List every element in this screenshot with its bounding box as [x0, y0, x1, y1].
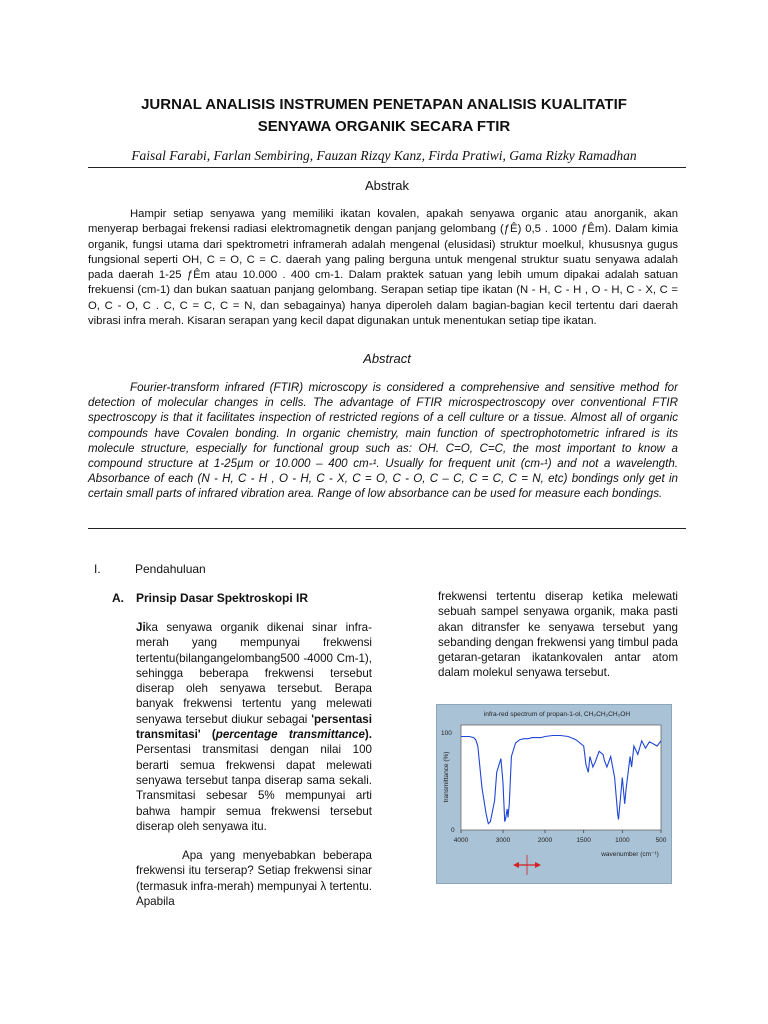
left-paragraph-2: Apa yang menyebabkan beberapa frekwensi itu terserap? Setiap frekwensi sinar (termasuk infra-merah) mempunyai λ tertentu. Apabila [136, 849, 372, 909]
left-paragraph-1-text: ka senyawa organik dikenai sinar infra-merah yang mempunyai frekwensi tertentu(bilangangelombang500 -4000 Cm-1), sehingga beberapa frekwensi tersebut diserap oleh senyawa tersebut. Berapa banyak frekwensi tertentu yang melewati senyawa tersebut diukur sebagai [136, 621, 372, 726]
x-tick-label: 1000 [615, 837, 630, 844]
author-list: Faisal Farabi, Farlan Sembiring, Fauzan Rizqy Kanz, Firda Pratiwi, Gama Rizky Ramadhan [131, 148, 637, 163]
section-number: I. [94, 562, 101, 576]
left-paragraph-1-end: Persentasi transmitasi dengan nilai 100 berarti semua frekwensi dapat melewati senyawa tersebut tanpa diserap sama sekali. Transmitasi sebesar 5% mempunyai arti bahwa hampir semua frekwensi tersebut diserap oleh senyawa itu. [136, 743, 372, 833]
abstract-text: Fourier-transform infrared (FTIR) microscopy is considered a comprehensive and sensitive method for detection of molecular changes in cells. The advantage of FTIR microspectroscopy over conventional FTIR spectroscopy is that it facilitates inspection of restricted regions of a cell culture or a tissue. Almost all of organic compounds have Covalen bonding. In organic chemistry, main function of spectrophotometric infrared is its molecule structure, especially for functional group such as: OH. C=O, C=C, the most important to know a compound structure at 1-25µm or 10.000 – 400 cm-¹. Usually for frequent unit (cm-¹) and not a wavelength. Absorbance of each (N - H, C - H , O - H, C - X, C = O, C - O, C – C, C = C, C = N, etc) bondings only get in certain small parts of infrared vibration area. Range of low absorbance can be used for measure each bondings. [88, 381, 678, 501]
x-tick-label: 2000 [537, 837, 553, 844]
top-rule [88, 167, 686, 168]
y-tick-0: 0 [451, 827, 455, 834]
abstract-heading: Abstract [363, 351, 411, 366]
x-tick-label: 3000 [495, 837, 511, 844]
red-double-arrow [513, 855, 541, 875]
right-paragraph-1: frekwensi tertentu diserap ketika melewati sebuah sampel senyawa organik, maka pasti akan ditransfer ke senyawa tersebut yang sebanding dengan frekwensi yang timbul pada getaran-getaran ikatankovalen antar atom dalam molekul senyawa tersebut. [438, 590, 678, 680]
right-column [438, 589, 678, 681]
bottom-rule [88, 528, 686, 529]
x-tick-label: 500 [655, 837, 667, 844]
x-tick-labels [454, 830, 667, 844]
drop-cap: Ji [136, 621, 146, 634]
abstrak-heading: Abstrak [364, 178, 410, 193]
x-axis-label: wavenumber (cm⁻¹) [601, 851, 659, 858]
y-tick-100: 100 [441, 730, 452, 737]
bold-term-end: ). [364, 728, 372, 742]
chart-title: infra-red spectrum of propan-1-ol, CH₃CH₂CH₂OH [483, 711, 631, 718]
ir-spectrum-chart [437, 705, 671, 883]
subsection-title: Prinsip Dasar Spektroskopi IR [136, 591, 309, 605]
x-tick-label: 1500 [576, 837, 591, 844]
y-axis-label: transmittance (%) [443, 751, 450, 803]
paper-title: JURNAL ANALISIS INSTRUMEN PENETAPAN ANALISIS KUALITATIF SENYAWA ORGANIK SECARA FTIR [141, 96, 627, 135]
section-title: Pendahuluan [135, 562, 206, 576]
plot-area [461, 725, 661, 830]
bold-italic-term: percentage transmittance [215, 728, 365, 742]
abstrak-text: Hampir setiap senyawa yang memiliki ikatan kovalen, apakah senyawa organic atau anorganik, akan menyerap berbagai frekensi radiasi elektromagnetik dengan panjang gelombang (ƒÊ) 0,5 . 1000 ƒÊm). Dalam kimia organik, fungsi utama dari spektrometri inframerah adalah mengenal (elusidasi) struktur moelkul, khususnya gugus fungsional seperti OH, C = O, C = C. daerah yang paling berguna untuk mengenal struktur suatu senyawa adalah pada daerah 1-25 ƒÊm atau 10.000 . 400 cm-1. Dalam praktek satuan yang lebih umum dipakai adalah satuan frekuensi (cm-1) dan bukan saatuan panjang gelombang. Serapan setiap tipe ikatan (N - H, C - H , O - H, C - X, C = O, C - O, C . C, C = C, C = N, dan sebagainya) hanya diperoleh dalam bagian-bagian kecil tertentu dari daerah vibrasi infra merah. Kisaran serapan yang kecil dapat digunakan untuk menentukan setiap tipe ikatan. [88, 208, 678, 328]
bold-term-text: 'persentasi transmitasi' ( [136, 712, 372, 742]
subsection-letter: A. [112, 591, 124, 605]
x-tick-label: 4000 [453, 837, 469, 844]
ir-spectrum-figure [436, 704, 672, 884]
left-paragraph-1 [136, 620, 372, 834]
left-column [136, 620, 372, 909]
